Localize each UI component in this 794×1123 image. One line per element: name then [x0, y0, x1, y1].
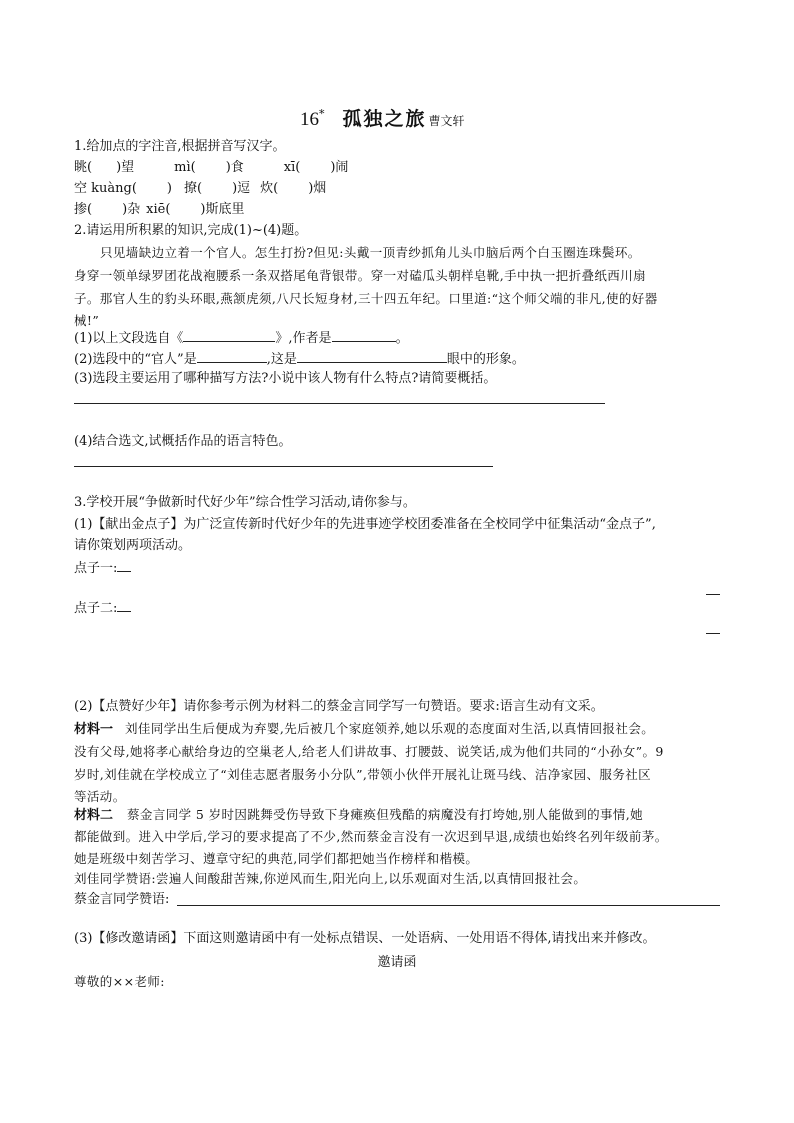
- q2-sub2: [74, 348, 525, 370]
- q1-r1-c2: )闹: [330, 160, 349, 175]
- q2-passage-line: 身穿一领单绿罗团花战袍腰系一条双搭尾龟背银带。穿一对磕瓜头朝样皂靴,手中执一把折叠纸西川扇: [74, 268, 646, 283]
- material-one-line: [74, 719, 654, 740]
- lesson-number: 16: [300, 109, 319, 130]
- q1-r1-c: xī(: [283, 160, 301, 175]
- q1-stem: 1.给加点的字注音,根据拼音写汉字。: [74, 139, 286, 154]
- letter-greeting: 尊敬的××老师:: [74, 974, 165, 989]
- material-two-line: [74, 805, 643, 826]
- q1-r1-a: 眺(: [74, 160, 93, 175]
- idea-one: [74, 557, 131, 579]
- q2-sub2-text: 眼中的形象。: [446, 352, 525, 367]
- q1-r3-a: 掺(: [74, 202, 93, 217]
- q2-sub1: [74, 327, 409, 349]
- answer-blank[interactable]: [332, 327, 396, 342]
- q2-sub1-text: 。: [395, 331, 409, 346]
- lesson-title: [300, 104, 465, 131]
- q1-r3-b: xiē(: [146, 202, 171, 217]
- q3-part3: (3)【修改邀请函】下面这则邀请函中有一处标点错误、一处语病、一处用语不得体,请找出来并修改。: [74, 931, 656, 946]
- q1-r2-c2: )烟: [308, 181, 327, 196]
- answer-blank[interactable]: [183, 327, 275, 342]
- answer-line-end: [706, 594, 720, 595]
- q2-passage-line: 子。那官人生的豹头环眼,燕颔虎须,八尺长短身材,三十四五年纪。口里道:“这个师父端的非凡,使的好器: [74, 291, 658, 306]
- material-two-text: 蔡金言同学 5 岁时因跳舞受伤导致下身瘫痪但残酷的病魔没有打垮她,别人能做到的事情,她: [127, 807, 644, 822]
- q2-passage-line: 械!”: [74, 313, 100, 328]
- lesson-star: *: [319, 107, 325, 121]
- q1-r1-b2: )食: [225, 160, 244, 175]
- material-one-label: 材料一: [74, 722, 114, 737]
- material-one-text: 刘佳同学出生后便成为弃婴,先后被几个家庭领养,她以乐观的态度面对生活,以真情回报社会。: [125, 721, 655, 736]
- answer-blank[interactable]: [197, 348, 267, 363]
- q1-r2-a: 空 kuàng(: [74, 181, 137, 196]
- q1-r2-b2: )逗: [232, 181, 251, 196]
- q2-sub1-text: 》,作者是: [275, 331, 332, 346]
- q2-sub2-text: ,这是: [266, 352, 297, 367]
- material-one-text: 没有父母,她将孝心献给身边的空巢老人,给老人们讲故事、打腰鼓、说笑话,成为他们共同的“小孙女”。9: [74, 744, 664, 759]
- letter-title: 邀请函: [377, 955, 417, 970]
- q3-part1-cont: 请你策划两项活动。: [74, 538, 192, 553]
- answer-line[interactable]: [74, 403, 605, 404]
- praise-cai: 蔡金言同学赞语:: [74, 892, 170, 907]
- answer-blank[interactable]: [117, 597, 131, 612]
- answer-line[interactable]: [177, 905, 720, 906]
- q3-part1: (1)【献出金点子】为广泛宣传新时代好少年的先进事迹学校团委准备在全校同学中征集活动“金点子”,: [74, 517, 656, 532]
- q1-r3-b2: )斯底里: [200, 202, 245, 217]
- idea-two-label: 点子二:: [74, 601, 118, 616]
- q3-part2: (2)【点赞好少年】请你参考示例为材料二的蔡金言同学写一句赞语。要求:语言生动有文采。: [74, 699, 604, 714]
- answer-line[interactable]: [74, 466, 493, 467]
- material-one-text: 等活动。: [74, 789, 126, 804]
- q1-r1-b: mì(: [174, 160, 196, 175]
- material-two-label: 材料二: [74, 808, 114, 823]
- material-two-text: 都能做到。进入中学后,学习的要求提高了不少,然而蔡金言没有一次迟到早退,成绩也始终名列年级前茅。: [74, 829, 668, 844]
- idea-one-label: 点子一:: [74, 561, 118, 576]
- answer-blank[interactable]: [297, 348, 447, 363]
- answer-blank[interactable]: [117, 557, 131, 572]
- answer-line-end: [706, 633, 720, 634]
- q2-sub1-text: (1)以上文段选自《: [74, 331, 184, 346]
- q1-row1: [74, 158, 348, 178]
- q2-sub2-text: (2)选段中的“官人”是: [74, 352, 197, 367]
- q1-r2-c: 炊(: [260, 181, 279, 196]
- q1-r2-b: 撩(: [183, 181, 203, 196]
- q2-passage-line: 只见墙缺边立着一个官人。怎生打扮?但见:头戴一顶青纱抓角儿头巾脑后两个白玉圈连珠鬓环。: [100, 245, 641, 260]
- idea-two: [74, 597, 131, 619]
- q2-sub4: (4)结合选文,试概括作品的语言特色。: [74, 434, 292, 449]
- material-two-text: 她是班级中刻苦学习、遵章守纪的典范,同学们都把她当作榜样和楷模。: [74, 851, 479, 866]
- q1-r1-a2: )望: [116, 160, 135, 175]
- material-one-text: 岁时,刘佳就在学校成立了“刘佳志愿者服务小分队”,带领小伙伴开展礼让斑马线、洁净家园、服务社区: [74, 767, 652, 782]
- q2-stem: 2.请运用所积累的知识,完成(1)~(4)题。: [74, 223, 308, 238]
- lesson-name: 孤独之旅: [342, 108, 427, 130]
- q1-row2: [74, 179, 326, 199]
- q3-stem: 3.学校开展“争做新时代好少年”综合性学习活动,请你参与。: [74, 495, 416, 510]
- lesson-author: 曹文轩: [428, 114, 465, 128]
- q1-r3-a2: )杂: [122, 202, 141, 217]
- praise-example: 刘佳同学赞语:尝遍人间酸甜苦辣,你逆风而生,阳光向上,以乐观面对生活,以真情回报社会。: [74, 871, 587, 886]
- q2-sub3: (3)选段主要运用了哪种描写方法?小说中该人物有什么特点?请简要概括。: [74, 371, 497, 386]
- q1-row3: [74, 200, 245, 220]
- q1-r2-a2: ): [166, 181, 172, 196]
